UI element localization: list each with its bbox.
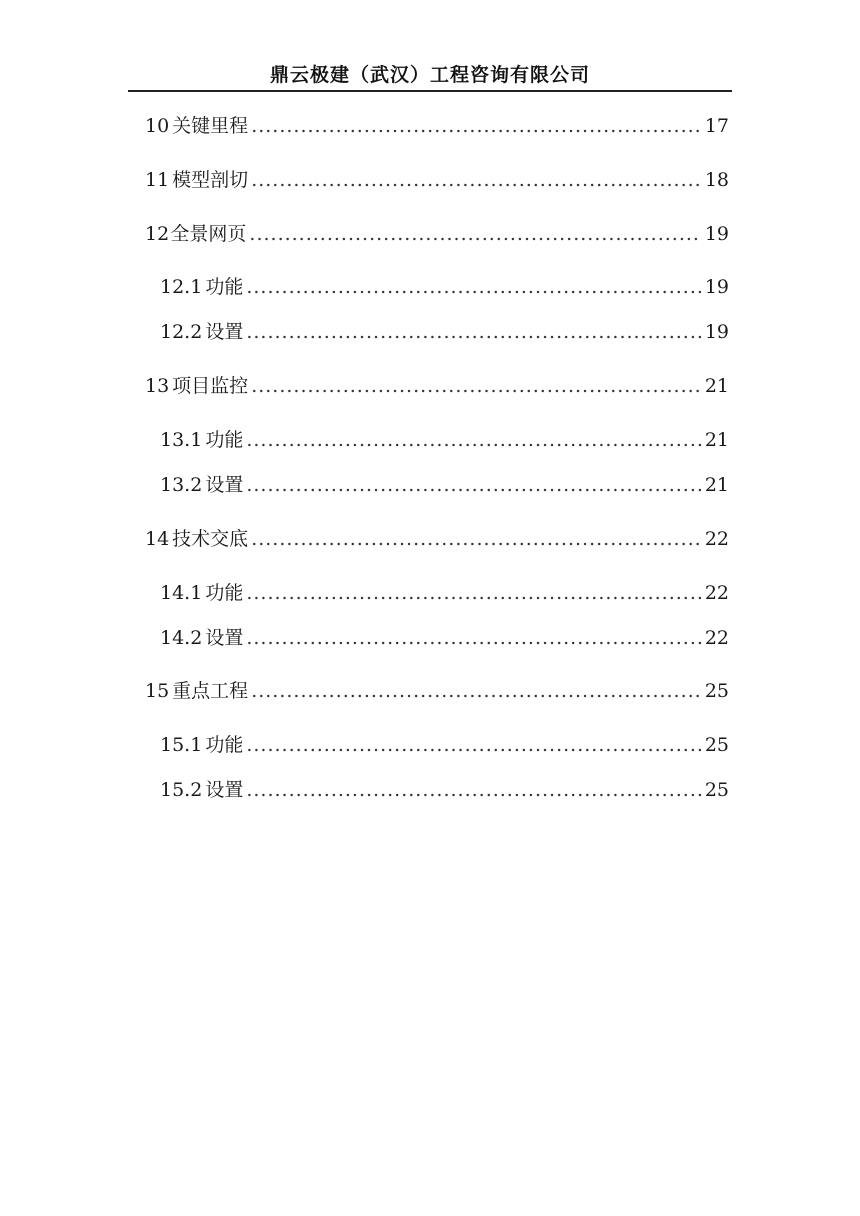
toc-entry-number: 15.1	[160, 734, 203, 756]
toc-entry-number: 14.2	[160, 627, 203, 649]
toc-entry-title: 设置	[205, 779, 244, 801]
toc-entry-title: 全景网页	[170, 223, 247, 245]
toc-entry-number: 15	[145, 680, 170, 702]
toc-entry-number: 12.2	[160, 321, 203, 343]
toc-entry-page: 19	[704, 276, 729, 298]
toc-dot-leader	[246, 580, 701, 606]
toc-entry-page: 25	[704, 734, 729, 756]
toc-entry-page: 18	[704, 169, 729, 191]
toc-entry-page: 22	[704, 528, 729, 550]
toc-entry-page: 21	[704, 375, 729, 397]
toc-dot-leader	[246, 777, 701, 803]
toc-entry-page: 25	[704, 680, 729, 702]
toc-entry-number: 14.1	[160, 582, 203, 604]
toc-dot-leader	[246, 427, 701, 453]
toc-entry-title: 关键里程	[172, 115, 249, 137]
toc-entry-number: 10	[145, 115, 170, 137]
toc-entry-title: 技术交底	[172, 528, 249, 550]
toc-dot-leader	[251, 373, 702, 399]
toc-entry-page: 21	[704, 429, 729, 451]
toc-entry-page: 17	[704, 115, 729, 137]
toc-entry[interactable]	[160, 319, 729, 345]
toc-entry-number: 11	[145, 169, 170, 191]
toc-entry[interactable]	[145, 221, 729, 247]
page-header: 鼎云极建（武汉）工程咨询有限公司	[269, 64, 590, 86]
toc-entry[interactable]	[160, 580, 729, 606]
toc-entry-number: 13.2	[160, 474, 203, 496]
toc-dot-leader	[251, 113, 702, 139]
toc-entry-title: 功能	[205, 582, 244, 604]
toc-entry-title: 重点工程	[172, 680, 249, 702]
toc-entry-title: 模型剖切	[172, 169, 249, 191]
toc-dot-leader	[249, 221, 701, 247]
toc-entry-page: 25	[704, 779, 729, 801]
toc-entry-title: 设置	[205, 321, 244, 343]
toc-entry[interactable]	[160, 427, 729, 453]
toc-entry-number: 13	[145, 375, 170, 397]
toc-dot-leader	[251, 526, 702, 552]
toc-entry[interactable]	[145, 678, 729, 704]
toc-entry-title: 功能	[205, 429, 244, 451]
toc-entry[interactable]	[145, 526, 729, 552]
toc-entry-page: 19	[704, 321, 729, 343]
toc-entry-page: 22	[704, 627, 729, 649]
toc-dot-leader	[246, 274, 701, 300]
toc-dot-leader	[251, 167, 702, 193]
toc-entry[interactable]	[160, 625, 729, 651]
toc-dot-leader	[246, 625, 701, 651]
toc-entry-title: 项目监控	[172, 375, 249, 397]
toc-entry-number: 13.1	[160, 429, 203, 451]
toc-entry[interactable]	[145, 373, 729, 399]
toc-entry[interactable]	[160, 274, 729, 300]
toc-entry-title: 功能	[205, 276, 244, 298]
toc-entry-number: 14	[145, 528, 170, 550]
toc-dot-leader	[246, 472, 701, 498]
toc-entry[interactable]	[145, 167, 729, 193]
toc-entry-title: 设置	[205, 627, 244, 649]
toc-entry-number: 15.2	[160, 779, 203, 801]
toc-dot-leader	[246, 732, 701, 758]
toc-entry[interactable]	[160, 472, 729, 498]
toc-entry-page: 19	[704, 223, 729, 245]
toc-entry-title: 功能	[205, 734, 244, 756]
toc-entry-page: 22	[704, 582, 729, 604]
toc-entry-title: 设置	[205, 474, 244, 496]
toc-dot-leader	[246, 319, 701, 345]
toc-entry-number: 12.1	[160, 276, 203, 298]
toc-entry-page: 21	[704, 474, 729, 496]
toc-entry[interactable]	[160, 777, 729, 803]
toc-entry[interactable]	[145, 113, 729, 139]
toc-entry[interactable]	[160, 732, 729, 758]
toc-entry-number: 12	[145, 223, 170, 245]
toc-dot-leader	[251, 678, 702, 704]
